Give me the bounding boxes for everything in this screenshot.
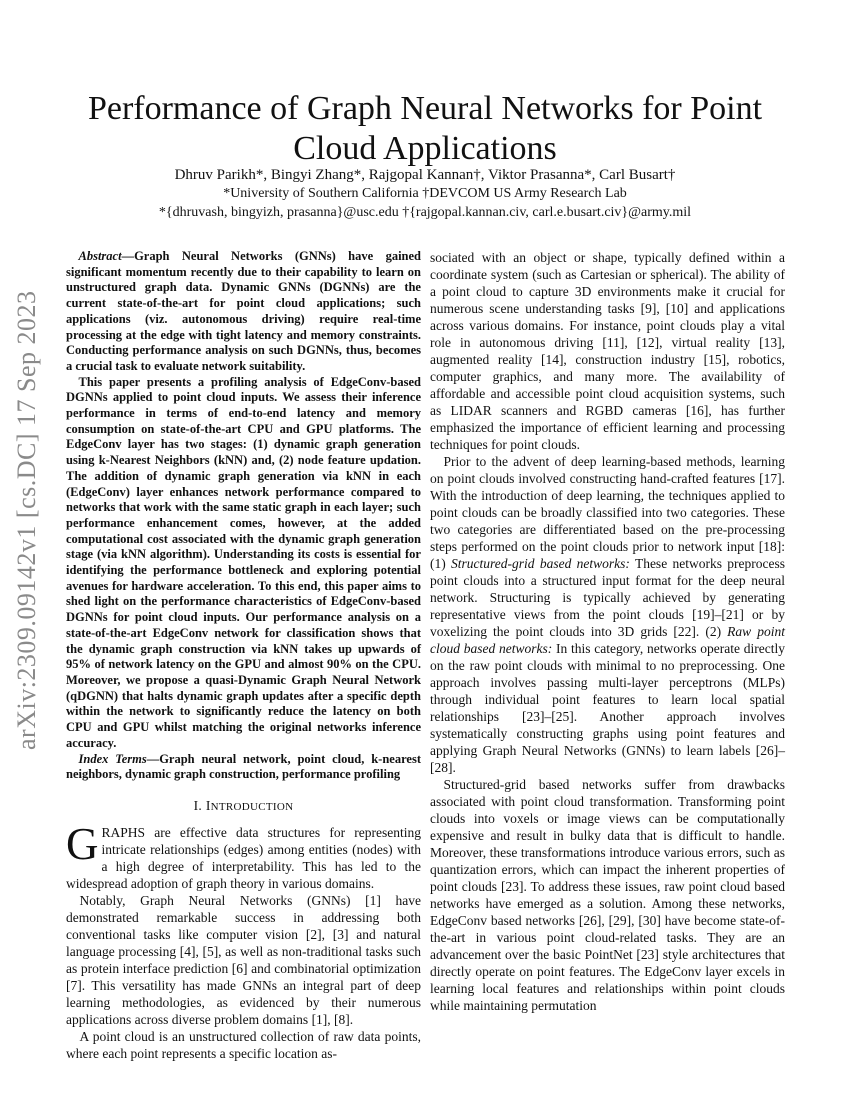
body-paragraph: Structured-grid based networks suffer from drawbacks associated with point cloud transformation. Transforming point clouds into voxels or image views can be computationally expensive and result in bulky data that is difficult to handle. Moreover, these transformations introduce various errors, such as quantization errors, which can impact the inherent properties of point clouds [23]. To address these issues, raw point cloud based networks have emerged as a solution. Among these networks, EdgeConv based networks [26], [29], [30] have become state-of-the-art in various point cloud-related tasks. They are an advancement over the basic PointNet [23] style architectures that directly operate on point features. The EdgeConv layer excels in learning local features and relationships within point clouds while maintaining permutation [430,777,785,1013]
affiliations: *University of Southern California †DEVCOM US Army Research Lab [223,186,627,201]
body-paragraph: Notably, Graph Neural Networks (GNNs) [1] have demonstrated remarkable success in addressing both conventional tasks like computer vision [2], [3] and natural language processing [4], [5], as well as non-traditional tasks such as protein interface prediction [6] and combinatorial optimization [7]. This versatility has made GNNs an integral part of deep learning methodologies, as evidenced by their numerous applications across diverse problem domains [1], [8]. [66,892,421,1027]
abstract-paragraph: Abstract—Graph Neural Networks (GNNs) have gained significant momentum recently due to their capability to learn on unstructured graph data. Dynamic GNNs (DGNNs) are the current state-of-the-art for point cloud applications; such applications (viz. autonomous driving) require real-time processing at the edge with tight latency and memory constraints. Conducting performance analysis on such DGNNs, thus, becomes a crucial task to evaluate network suitability. [66,249,421,373]
abstract [66,249,421,783]
index-terms: Index Terms—Graph neural network, point cloud, k-nearest neighbors, dynamic graph construction, performance profiling [66,751,421,782]
arxiv-identifier: arXiv:2309.09142v1 [cs.DC] 17 Sep 2023 [12,290,41,750]
body-paragraph: sociated with an object or shape, typically defined within a coordinate system (such as Cartesian or spherical). The ability of a point cloud to capture 3D environments make it crucial for numerous scene understanding tasks [9], [10] and applications across various domains. For instance, point clouds play a vital role in autonomous driving [11], [12], virtual reality [13], augmented reality [14], construction industry [15], robotics, computer graphics, and many more. The availability of affordable and accessible point cloud acquisition systems, such as LIDAR scanners and RGBD cameras [16], has further emphasized the importance of efficient learning and processing techniques for point clouds. [430,250,785,452]
drop-cap: G [66,818,99,869]
abstract-label: Abstract [78,249,122,263]
right-column [430,249,785,1014]
paper-title: Performance of Graph Neural Networks for Point Cloud Applications [87,89,763,167]
author-list: Dhruv Parikh*, Bingyi Zhang*, Rajgopal Kannan†, Viktor Prasanna*, Carl Busart† [174,167,676,183]
left-column [66,249,421,1062]
author-emails: *{dhruvash, bingyizh, prasanna}@usc.edu †{rajgopal.kannan.civ, carl.e.busart.civ}@army.mil [158,205,692,220]
index-terms-label: Index Terms [78,751,147,766]
section-heading-introduction: I. INTRODUCTION [193,797,294,813]
body-paragraph: Prior to the advent of deep learning-based methods, learning on point clouds involved constructing hand-crafted features [17]. With the introduction of deep learning, the techniques applied to point clouds can be broadly classified into two categories. These two categories are differentiated based on the pre-processing steps performed on the point clouds prior to network input [18]: (1) Structured-grid based networks: These networks preprocess point clouds into a structured input format for the deep neural network. Structuring is typically achieved by generating representative views from the point clouds [19]–[21] or by voxelizing the point clouds into 3D grids [22]. (2) Raw point cloud based networks: In this category, networks operate directly on the raw point clouds with minimal to no preprocessing. One approach involves passing multi-layer perceptrons (MLPs) through individual point features to learn local spatial relationships [23]–[25]. Another approach involves systematically constructing graphs using point features and applying Graph Neural Networks (GNNs) to learn labels [26]–[28]. [430,454,786,775]
abstract-paragraph: This paper presents a profiling analysis of EdgeConv-based DGNNs applied to point cloud inputs. We assess their inference performance in terms of end-to-end latency and memory consumption on state-of-the-art CPU and GPU platforms. The EdgeConv layer has two stages: (1) dynamic graph generation using k-Nearest Neighbors (kNN) and, (2) node feature updation. The addition of dynamic graph generation via kNN in each (EdgeConv) layer enhances network performance compared to networks that work with the same static graph in each layer; such performance enhancement comes, however, at the added computational cost associated with the dynamic graph generation stage (via kNN algorithm). Understanding its costs is essential for identifying the performance bottleneck and exploring potential avenues for hardware acceleration. To this end, this paper aims to shed light on the performance characteristics of EdgeConv-based DGNNs for point cloud inputs. Our performance analysis on a state-of-the-art EdgeConv network for classification shows that the dynamic graph construction via kNN takes up upwards of 95% of network latency on the GPU and almost 90% on the CPU. Moreover, we propose a quasi-Dynamic Graph Neural Network (qDGNN) that halts dynamic graph updates after a specific depth within the network to significantly reduce the latency on both CPU and GPU whilst matching the original networks inference accuracy. [66,374,421,750]
body-paragraph: GRAPHS are effective data structures for representing intricate relationships (edges) among entities (nodes) with a high degree of interpretability. This has led to the widespread adoption of graph theory in various domains. [66,818,421,891]
body-paragraph: A point cloud is an unstructured collection of raw data points, where each point represents a specific location as- [66,1028,421,1061]
